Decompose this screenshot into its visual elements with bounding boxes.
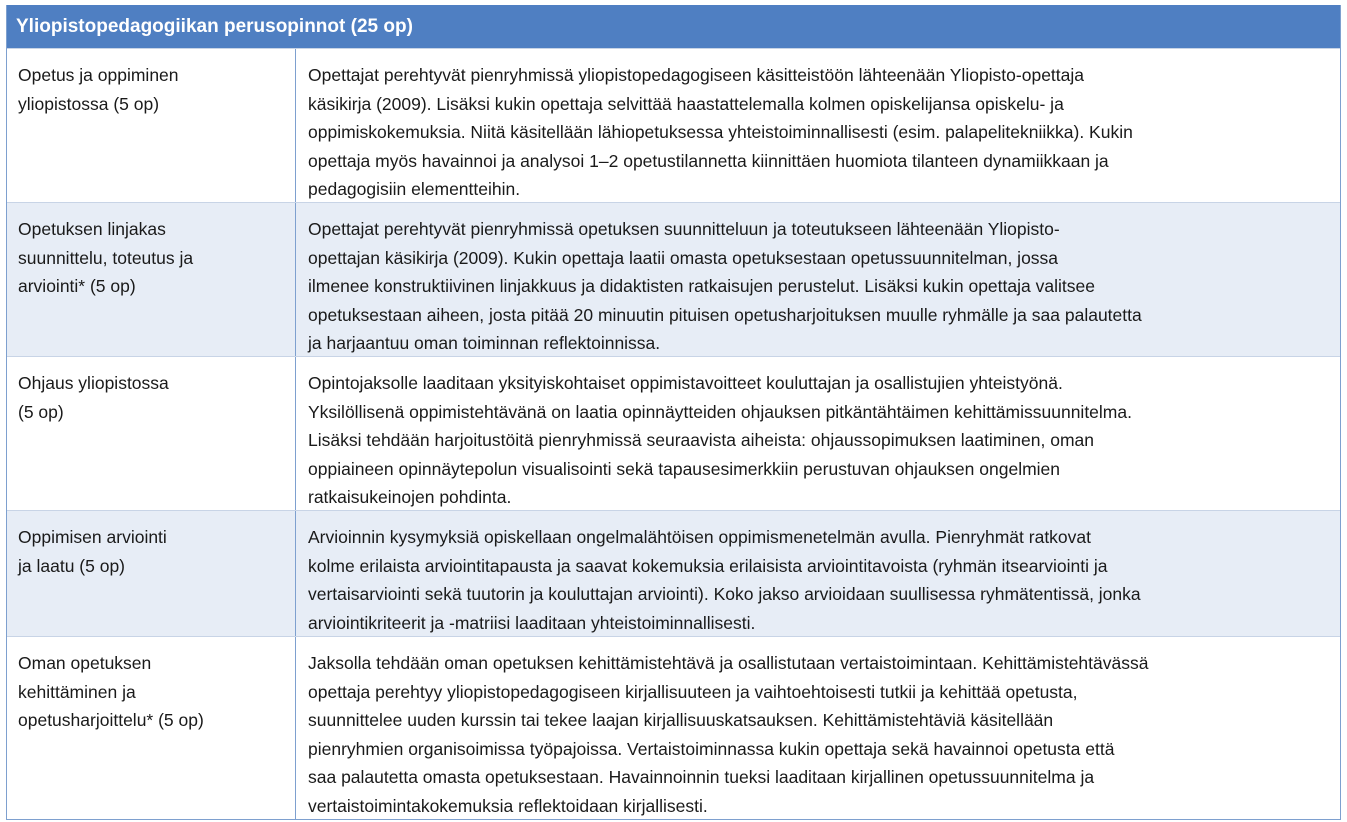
description-line: arviointikriteerit ja -matriisi laaditaan yhteistoiminnallisesti. — [308, 612, 756, 633]
description-line: Lisäksi tehdään harjoitustöitä pienryhmissä seuraavista aiheista: ohjaussopimuksen laatiminen, oman — [308, 430, 1094, 451]
course-name-line: ja laatu (5 op) — [18, 555, 126, 576]
description-line: pienryhmien organisoimissa työpajoissa. Vertaistoiminnassa kukin opettaja sekä havainnoi opetusta että — [308, 738, 1115, 759]
course-description — [296, 357, 1340, 510]
description-line: Jaksolla tehdään oman opetuksen kehittämistehtävä ja osallistutaan vertaistoimintaan. Kehittämistehtävässä — [308, 653, 1149, 673]
course-description — [296, 511, 1340, 636]
course-name-line: kehittäminen ja — [18, 681, 136, 702]
description-line: ja harjaantuu oman toiminnan reflektoinnissa. — [308, 333, 661, 354]
course-name-line: Opetuksen linjakas — [18, 219, 166, 239]
course-name — [7, 203, 296, 356]
course-name — [7, 357, 296, 510]
description-line: oppimiskokemuksia. Niitä käsitellään lähiopetuksessa yhteistoiminnallisesti (esim. palapelitekniikka). Kukin — [308, 122, 1133, 143]
description-line: opetuksestaan aiheen, josta pitää 20 minuutin pituisen opetusharjoituksen muulle ryhmälle ja saa palautetta — [308, 304, 1142, 325]
description-line: saa palautetta omasta opetuksestaan. Havainnoinnin tueksi laaditaan kirjallinen opetussuunnitelma ja — [308, 767, 1095, 788]
description-line: ratkaisukeinojen pohdinta. — [308, 487, 512, 508]
course-name-line: Oman opetuksen — [18, 653, 152, 673]
description-line: Opintojaksolle laaditaan yksityiskohtaiset oppimistavoitteet kouluttajan ja osallistujien yhteistyönä. — [308, 373, 1063, 393]
course-name — [7, 49, 296, 202]
description-line: kolme erilaista arviointitapausta ja saavat kokemuksia erilaisista arviointitavoista (ryhmän itsearviointi ja — [308, 555, 1108, 576]
description-line: Opettajat perehtyvät pienryhmissä opetuksen suunnitteluun ja toteutukseen lähteenään Yliopisto- — [308, 219, 1060, 239]
course-name-line: (5 op) — [18, 401, 64, 422]
table-row — [7, 356, 1340, 510]
course-name-line: arviointi* (5 op) — [18, 276, 136, 297]
description-line: oppiaineen opinnäytepolun visualisointi sekä tapausesimerkkiin perustuvan ohjauksen ongelmien — [308, 458, 1061, 479]
table-row — [7, 636, 1340, 819]
course-name-line: yliopistossa (5 op) — [18, 93, 160, 114]
description-line: käsikirja (2009). Lisäksi kukin opettaja selvittää haastattelemalla kolmen opiskelijansa opiskelu- ja — [308, 93, 1064, 114]
description-line: opettaja myös havainnoi ja analysoi 1–2 opetustilannetta kiinnittäen huomiota tilanteen dynamiikkaan ja — [308, 150, 1109, 171]
course-name-line: Oppimisen arviointi — [18, 527, 167, 547]
course-description — [296, 203, 1340, 356]
description-line: opettaja perehtyy yliopistopedagogiseen kirjallisuuteen ja vaihtoehtoisesti tutkii ja kehittää opetusta, — [308, 681, 1078, 702]
description-line: opettajan käsikirja (2009). Kukin opettaja laatii omasta opetuksestaan opetussuunnitelman, jossa — [308, 247, 1059, 268]
description-line: vertaisarviointi sekä tuutorin ja kouluttajan arviointi). Koko jakso arvioidaan suullisessa ryhmätentissä, jonka — [308, 584, 1141, 605]
course-description — [296, 49, 1340, 202]
description-line: ilmenee konstruktiivinen linjakkuus ja didaktisten ratkaisujen perustelut. Lisäksi kukin opettaja valitsee — [308, 276, 1095, 297]
course-name-line: suunnittelu, toteutus ja — [18, 247, 194, 268]
description-line: Arvioinnin kysymyksiä opiskellaan ongelmalähtöisen oppimismenetelmän avulla. Pienryhmät ratkovat — [308, 527, 1092, 547]
description-line: Yksilöllisenä oppimistehtävänä on laatia opinnäytteiden ohjauksen pitkäntähtäimen kehittämissuunnitelma. — [308, 401, 1132, 422]
description-line: vertaistoimintakokemuksia reflektoidaan kirjallisesti. — [308, 795, 708, 816]
description-line: suunnittelee uuden kurssin tai tekee laajan kirjallisuuskatsauksen. Kehittämistehtäviä käsitellään — [308, 710, 1054, 731]
table-row — [7, 202, 1340, 356]
description-line: pedagogisiin elementteihin. — [308, 179, 521, 200]
table-title: Yliopistopedagogiikan perusopinnot (25 op) — [7, 5, 1340, 48]
course-table — [6, 5, 1341, 820]
table-row — [7, 510, 1340, 636]
course-name-line: Opetus ja oppiminen — [18, 65, 179, 85]
table-row — [7, 48, 1340, 202]
course-name — [7, 637, 296, 819]
description-line: Opettajat perehtyvät pienryhmissä yliopistopedagogiseen käsitteistöön lähteenään Yliopisto-opettaja — [308, 65, 1085, 85]
course-name-line: Ohjaus yliopistossa — [18, 373, 169, 393]
course-name-line: opetusharjoittelu* (5 op) — [18, 710, 204, 731]
course-description — [296, 637, 1340, 819]
course-name — [7, 511, 296, 636]
